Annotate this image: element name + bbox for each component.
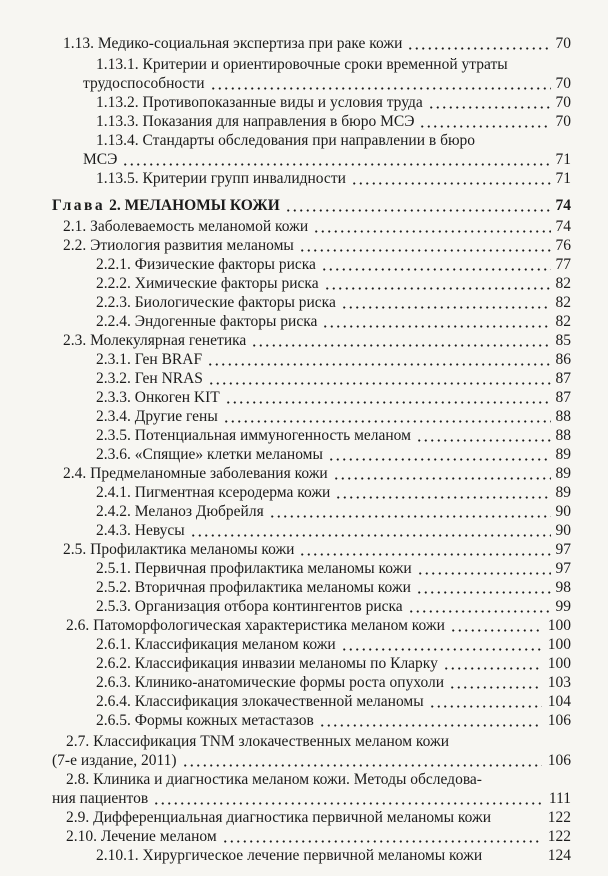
- toc-entry: [0, 578, 608, 598]
- toc-page-number: 82: [555, 275, 571, 292]
- toc-entry-text: 2.6.3. Клинико-анатомические формы роста опухоли: [96, 674, 445, 691]
- toc-entry-text: 1.13.4. Стандарты обследования при направлении в бюро: [96, 132, 476, 149]
- toc-page-number: 97: [555, 541, 571, 558]
- toc-entry: [0, 350, 608, 370]
- toc-entry-text: 2.3. Молекулярная генетика: [63, 332, 247, 349]
- toc-page-number: 100: [547, 655, 571, 672]
- toc-entry-text: МСЭ: [83, 151, 118, 168]
- toc-entry: [0, 34, 608, 54]
- leader-dots: [341, 306, 551, 309]
- leader-dots: [351, 182, 551, 185]
- toc-chapter-heading: [0, 196, 608, 216]
- toc-entry: [0, 331, 608, 351]
- toc-page-number: 89: [555, 446, 571, 463]
- toc-entry-text: 2.4. Предмеланомные заболевания кожи: [63, 465, 328, 482]
- toc-page-number: 86: [555, 351, 571, 368]
- toc-page-number: 74: [555, 197, 571, 214]
- toc-entry: [0, 312, 608, 332]
- toc-page-number: 88: [555, 427, 571, 444]
- toc-entry-text: 2.10.1. Хирургическое лечение первичной меланомы кожи: [96, 847, 483, 864]
- toc-page-number: 90: [555, 522, 571, 539]
- toc-entry-text: 2.4.1. Пигментная ксеродерма кожи: [96, 484, 331, 501]
- toc-entry-text: 2.5.3. Организация отбора контингентов риска: [96, 598, 403, 615]
- toc-entry: [0, 236, 608, 256]
- toc-entry-text: трудоспособности: [83, 75, 205, 92]
- toc-entry: [0, 369, 608, 389]
- toc-entry: [0, 635, 608, 655]
- toc-entry-text: 2.3.3. Онкоген KIT: [96, 389, 220, 406]
- leader-dots: [122, 163, 550, 166]
- toc-page-number: 99: [555, 598, 571, 615]
- toc-entry-text: 1.13.3. Показания для направления в бюро МСЭ: [96, 113, 415, 130]
- leader-dots: [285, 209, 551, 212]
- toc-entry-text: (7-е издание, 2011): [52, 752, 177, 769]
- toc-entry: [0, 464, 608, 484]
- leader-dots: [333, 477, 551, 480]
- toc-page-number: 74: [555, 218, 571, 235]
- toc-entry-text: 2.6.5. Формы кожных метастазов: [96, 712, 314, 729]
- toc-entry: [0, 407, 608, 427]
- leader-dots: [450, 629, 542, 632]
- toc-page-number: 106: [547, 712, 571, 729]
- toc-page-number: 103: [547, 674, 571, 691]
- toc-entry-continuation: [0, 751, 608, 771]
- toc-page-number: 90: [555, 503, 571, 520]
- toc-entry-continuation: [0, 789, 608, 809]
- toc-entry: [0, 540, 608, 560]
- toc-page-number: 89: [555, 484, 571, 501]
- toc-entry-text: 2.2.1. Физические факторы риска: [96, 256, 316, 273]
- leader-dots: [225, 401, 551, 404]
- toc-page-number: 111: [548, 790, 571, 807]
- toc-entry: [0, 426, 608, 446]
- leader-dots: [328, 458, 551, 461]
- toc-entry-text: 2.5.2. Вторичная профилактика меланомы кожи: [96, 579, 411, 596]
- toc-entry: [0, 521, 608, 541]
- toc-page-number: 100: [547, 636, 571, 653]
- toc-entry: [0, 217, 608, 237]
- toc-entry: [0, 827, 608, 847]
- toc-entry-text: 2.8. Клиника и диагностика меланом кожи. Методы обследова-: [66, 771, 482, 788]
- leader-dots: [299, 249, 551, 252]
- toc-entry-text: 2.7. Классификация TNM злокачественных меланом кожи: [66, 733, 450, 750]
- leader-dots: [207, 363, 551, 366]
- leader-dots: [251, 344, 550, 347]
- toc-entry-text: 2.9. Дифференциальная диагностика первичной меланомы кожи: [66, 809, 492, 826]
- leader-dots: [324, 287, 551, 290]
- toc-entry: [0, 483, 608, 503]
- toc-entry-text: 2.1. Заболеваемость меланомой кожи: [63, 218, 309, 235]
- toc-entry: [0, 131, 608, 151]
- toc-entry-text: 1.13.5. Критерии групп инвалидности: [96, 170, 346, 187]
- toc-entry-text: 1.13.1. Критерии и ориентировочные сроки временной утраты: [96, 56, 508, 73]
- toc-page-number: 100: [547, 617, 571, 634]
- toc-page-number: 87: [555, 370, 571, 387]
- toc-entry-continuation: [0, 150, 608, 170]
- toc-entry-text: 2.6. Патоморфологическая характеристика меланом кожи: [66, 617, 445, 634]
- toc-page-number: 77: [555, 256, 571, 273]
- toc-page-number: 82: [555, 313, 571, 330]
- toc-entry-text: 2.6.1. Классификация меланом кожи: [96, 636, 336, 653]
- toc-page-number: 70: [555, 94, 571, 111]
- leader-dots: [321, 268, 551, 271]
- toc-page-number: 71: [555, 170, 571, 187]
- leader-dots: [322, 325, 550, 328]
- leader-dots: [408, 610, 551, 613]
- toc-entry: [0, 597, 608, 617]
- toc-page-number: 122: [547, 809, 571, 826]
- toc-entry-text: 2.3.6. «Спящие» клетки меланомы: [96, 446, 323, 463]
- toc-entry: [0, 93, 608, 113]
- toc-entry: [0, 846, 608, 866]
- toc-entry: [0, 692, 608, 712]
- toc-entry-text: 2.2. Этиология развития меланомы: [63, 237, 294, 254]
- toc-page-number: 70: [555, 113, 571, 130]
- toc-entry: [0, 293, 608, 313]
- toc-entry: [0, 55, 608, 75]
- toc-entry-text: 1.13. Медико-социальная экспертиза при раке кожи: [63, 35, 403, 52]
- toc-entry-text: 2.4.3. Невусы: [96, 522, 185, 539]
- leader-dots: [335, 496, 550, 499]
- leader-dots: [449, 686, 542, 689]
- toc-entry: [0, 255, 608, 275]
- toc-entry-text: 2.2.2. Химические факторы риска: [96, 275, 319, 292]
- toc-page-number: 82: [555, 294, 571, 311]
- toc-entry-text: 2.6.2. Классификация инвазии меланомы по Кларку: [96, 655, 438, 672]
- toc-page-number: 98: [555, 579, 571, 596]
- toc-entry-text: 2.2.4. Эндогенные факторы риска: [96, 313, 318, 330]
- leader-dots: [319, 724, 543, 727]
- leader-dots: [313, 230, 550, 233]
- toc-entry: [0, 112, 608, 132]
- toc-entry: [0, 169, 608, 189]
- toc-page-number: 124: [547, 847, 571, 864]
- toc-entry-text: ния пациентов: [52, 790, 149, 807]
- leader-dots: [299, 553, 550, 556]
- toc-page-number: 97: [555, 560, 571, 577]
- toc-entry: [0, 445, 608, 465]
- toc-entry-text: 2.2.3. Биологические факторы риска: [96, 294, 336, 311]
- toc-entry-text: 2.10. Лечение меланом: [66, 828, 217, 845]
- toc-entry: [0, 711, 608, 731]
- leader-dots: [429, 705, 543, 708]
- toc-page-number: 88: [555, 408, 571, 425]
- toc-entry-text: 2.3.4. Другие гены: [96, 408, 218, 425]
- toc-page-number: 70: [555, 35, 571, 52]
- toc-entry: [0, 654, 608, 674]
- leader-dots: [208, 382, 551, 385]
- toc-entry: [0, 274, 608, 294]
- leader-dots: [210, 87, 551, 90]
- toc-page-number: 87: [555, 389, 571, 406]
- toc-entry: [0, 673, 608, 693]
- toc-page-number: 71: [555, 151, 571, 168]
- toc-entry: [0, 502, 608, 522]
- leader-dots: [182, 764, 543, 767]
- toc-entry-text: 2.6.4. Классификация злокачественной меланомы: [96, 693, 424, 710]
- toc-page-number: 122: [547, 828, 571, 845]
- toc-entry: [0, 388, 608, 408]
- leader-dots: [269, 515, 551, 518]
- toc-page-number: 70: [555, 75, 571, 92]
- leader-dots: [190, 534, 551, 537]
- toc-entry-text: 2.3.2. Ген NRAS: [96, 370, 203, 387]
- toc-page-number: 76: [555, 237, 571, 254]
- toc-entry-text: 2.5.1. Первичная профилактика меланомы кожи: [96, 560, 412, 577]
- toc-entry-text: 2.5. Профилактика меланомы кожи: [63, 541, 295, 558]
- toc-entry: [0, 770, 608, 790]
- toc-entry-continuation: [0, 74, 608, 94]
- toc-entry-text: 2.4.2. Меланоз Дюбрейля: [96, 503, 264, 520]
- leader-dots: [223, 420, 551, 423]
- toc-entry-text: 2.3.1. Ген BRAF: [96, 351, 203, 368]
- toc-entry: [0, 808, 608, 828]
- toc-entry: [0, 732, 608, 752]
- toc-entry-text: 1.13.2. Противопоказанные виды и условия труда: [96, 94, 423, 111]
- chapter-title: Глава 2. МЕЛАНОМЫ КОЖИ: [52, 197, 280, 214]
- leader-dots: [222, 840, 543, 843]
- leader-dots: [153, 802, 542, 805]
- toc-entry: [0, 616, 608, 636]
- leader-dots: [407, 47, 550, 50]
- leader-dots: [443, 667, 543, 670]
- toc-entry: [0, 559, 608, 579]
- toc-entry-text: 2.3.5. Потенциальная иммуногенность меланом: [96, 427, 411, 444]
- toc-page-number: 104: [547, 693, 571, 710]
- toc-page-number: 85: [555, 332, 571, 349]
- toc-page-number: 106: [547, 752, 571, 769]
- toc-page-number: 89: [555, 465, 571, 482]
- leader-dots: [341, 648, 543, 651]
